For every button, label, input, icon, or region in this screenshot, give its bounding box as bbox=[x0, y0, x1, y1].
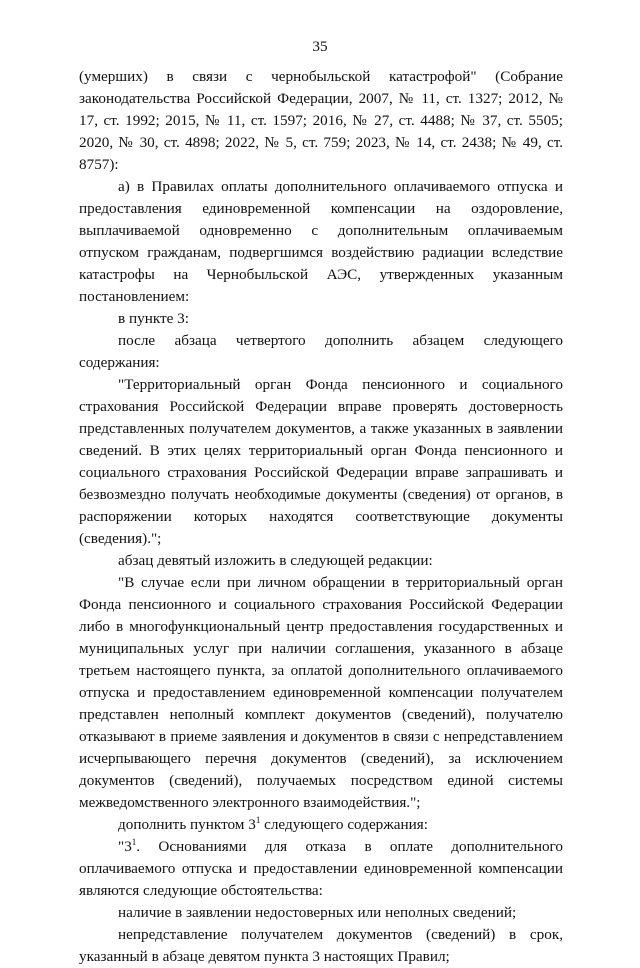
paragraph-item-a: а) в Правилах оплаты дополнительного оплачиваемого отпуска и предоставления единовременной компенсации на оздоровление, выплачиваемой одновременно с дополнительным оплачиваемым отпуском гражданам, подвергшимся воздействию радиации вследствие катастрофы на Чернобыльской АЭС, утвержденных указанным постановлением: bbox=[79, 178, 563, 305]
paragraph-false-info: наличие в заявлении недостоверных или неполных сведений; bbox=[118, 904, 517, 921]
paragraph-personal-appeal: "В случае если при личном обращении в территориальный орган Фонда пенсионного и социального страхования Российской Федерации либо в многофункциональный центр предоставления государственных и муниципальных услуг при наличии соглашения, указанного в абзаце третьем настоящего пункта, за оплатой дополнительного оплачиваемого отпуска и предоставлением единовременной компенсации получателем представлен неполный комплект документов (сведений), получателю отказывают в приеме заявления и документов в связи с непредставлением исчерпывающего перечня документов (сведений), за исключением документов (сведений), получаемых посредством единой системы межведомственного электронного взаимодействия."; bbox=[79, 574, 563, 811]
paragraph-territorial-body: "Территориальный орган Фонда пенсионного и социального страхования Российской Федерации вправе проверять достоверность представленных получателем документов, а также указанных в заявлении сведений. В этих целях территориальный орган Фонда пенсионного и социального страхования Российской Федерации вправе запрашивать и безвозмездно получать необходимые документы (сведения) от органов, в распоряжении которых находятся соответствующие документы (сведения)."; bbox=[79, 376, 563, 547]
text-fragment: дополнить пунктом 3 bbox=[118, 816, 256, 833]
paragraph-ninth-abzac: абзац девятый изложить в следующей редакции: bbox=[118, 552, 433, 569]
paragraph-refusal-grounds bbox=[79, 836, 563, 902]
text-fragment: "3 bbox=[118, 838, 132, 855]
text-fragment: следующего содержания: bbox=[260, 816, 428, 833]
page-number: 35 bbox=[312, 38, 328, 55]
document-body bbox=[79, 66, 563, 968]
superscript: 1 bbox=[255, 815, 261, 825]
paragraph-point-3: в пункте 3: bbox=[118, 310, 189, 327]
paragraph-citation: (умерших) в связи с чернобыльской катастрофой" (Собрание законодательства Российской Федерации, 2007, № 11, ст. 1327; 2012, № 17, ст. 1992; 2015, № 11, ст. 1597; 2016, № 27, ст. 4488; № 37, ст. 5505; 2020, № 30, ст. 4898; 2022, № 5, ст. 759; 2023, № 14, ст. 2438; № 49, ст. 8757): bbox=[79, 68, 563, 173]
superscript: 1 bbox=[131, 837, 137, 847]
text-fragment: . Основаниями для отказа в оплате дополнительного оплачиваемого отпуска и предоставлении единовременной компенсации являются следующие обстоятельства: bbox=[79, 838, 563, 899]
paragraph-non-submission: непредставление получателем документов (сведений) в срок, указанный в абзаце девятом пункта 3 настоящих Правил; bbox=[79, 926, 563, 965]
paragraph-add-point bbox=[79, 814, 563, 836]
paragraph-after-fourth: после абзаца четвертого дополнить абзацем следующего содержания: bbox=[79, 332, 563, 371]
